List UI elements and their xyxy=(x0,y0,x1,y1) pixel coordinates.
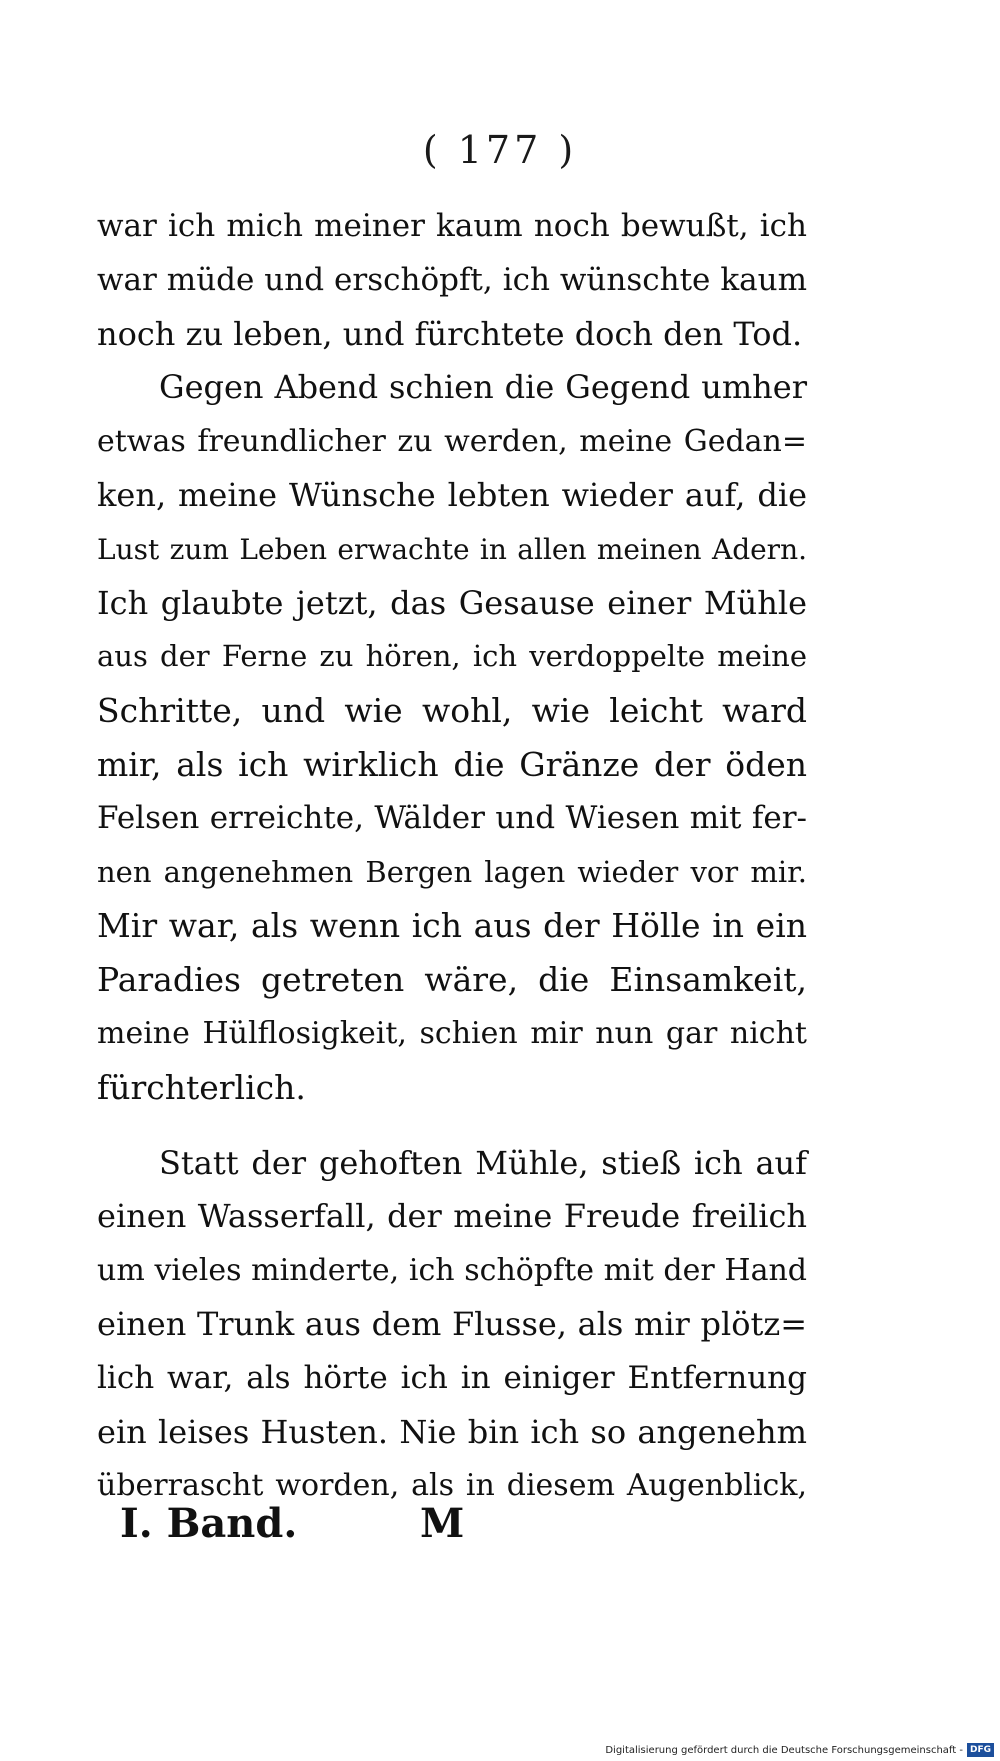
page-number: ( 177 ) xyxy=(422,128,578,172)
text-line: Mir war, als wenn ich aus der Hölle in ein xyxy=(97,906,807,946)
text-line: Felsen erreichte, Wälder und Wiesen mit fer- xyxy=(97,799,807,836)
text-line: meine Hülflosigkeit, schien mir nun gar nicht xyxy=(97,1015,807,1051)
page-footer xyxy=(120,1500,720,1560)
text-line: ken, meine Wünsche lebten wieder auf, die xyxy=(97,475,807,514)
text-line: einen Trunk aus dem Flusse, als mir plötz= xyxy=(97,1304,807,1343)
text-line: noch zu leben, und fürchtete doch den Tod. xyxy=(97,314,803,353)
text-line: etwas freundlicher zu werden, meine Gedan= xyxy=(97,424,807,460)
text-line: war müde und erschöpft, ich wünschte kaum xyxy=(97,261,807,298)
text-line: nen angenehmen Bergen lagen wieder vor mir. xyxy=(97,854,807,889)
body-text xyxy=(97,200,807,1513)
text-line: Schritte, und wie wohl, wie leicht ward xyxy=(97,691,807,731)
text-line: ein leises Husten. Nie bin ich so angenehm xyxy=(97,1412,807,1451)
text-line: einen Wasserfall, der meine Freude freilich xyxy=(97,1197,807,1236)
text-line: aus der Ferne zu hören, ich verdoppelte meine xyxy=(97,639,807,674)
text-line: Ich glaubte jetzt, das Gesause einer Mühle xyxy=(97,583,807,622)
signature-mark: I. Band. xyxy=(120,1500,298,1547)
text-line: überrascht worden, als in diesem Augenblick, xyxy=(97,1468,807,1504)
text-line: Paradies getreten wäre, die Einsamkeit, xyxy=(97,960,807,1000)
text-line: Gegen Abend schien die Gegend umher xyxy=(159,368,807,407)
text-line: war ich mich meiner kaum noch bewußt, ich xyxy=(97,208,807,244)
text-line: mir, als ich wirklich die Gränze der öden xyxy=(97,744,807,784)
text-line: lich war, als hörte ich in einiger Entfernung xyxy=(97,1359,807,1396)
catchword: M xyxy=(420,1500,465,1547)
text-line: Lust zum Leben erwachte in allen meinen Adern. xyxy=(97,532,807,566)
dfg-logo-icon: DFG xyxy=(967,1743,994,1757)
digitization-credit xyxy=(605,1743,994,1757)
credit-text: Digitalisierung gefördert durch die Deutsche Forschungsgemeinschaft - xyxy=(605,1744,963,1756)
text-line: um vieles minderte, ich schöpfte mit der Hand xyxy=(97,1253,807,1289)
text-line: Statt der gehoften Mühle, stieß ich auf xyxy=(159,1143,807,1182)
text-line: fürchterlich. xyxy=(97,1067,306,1107)
